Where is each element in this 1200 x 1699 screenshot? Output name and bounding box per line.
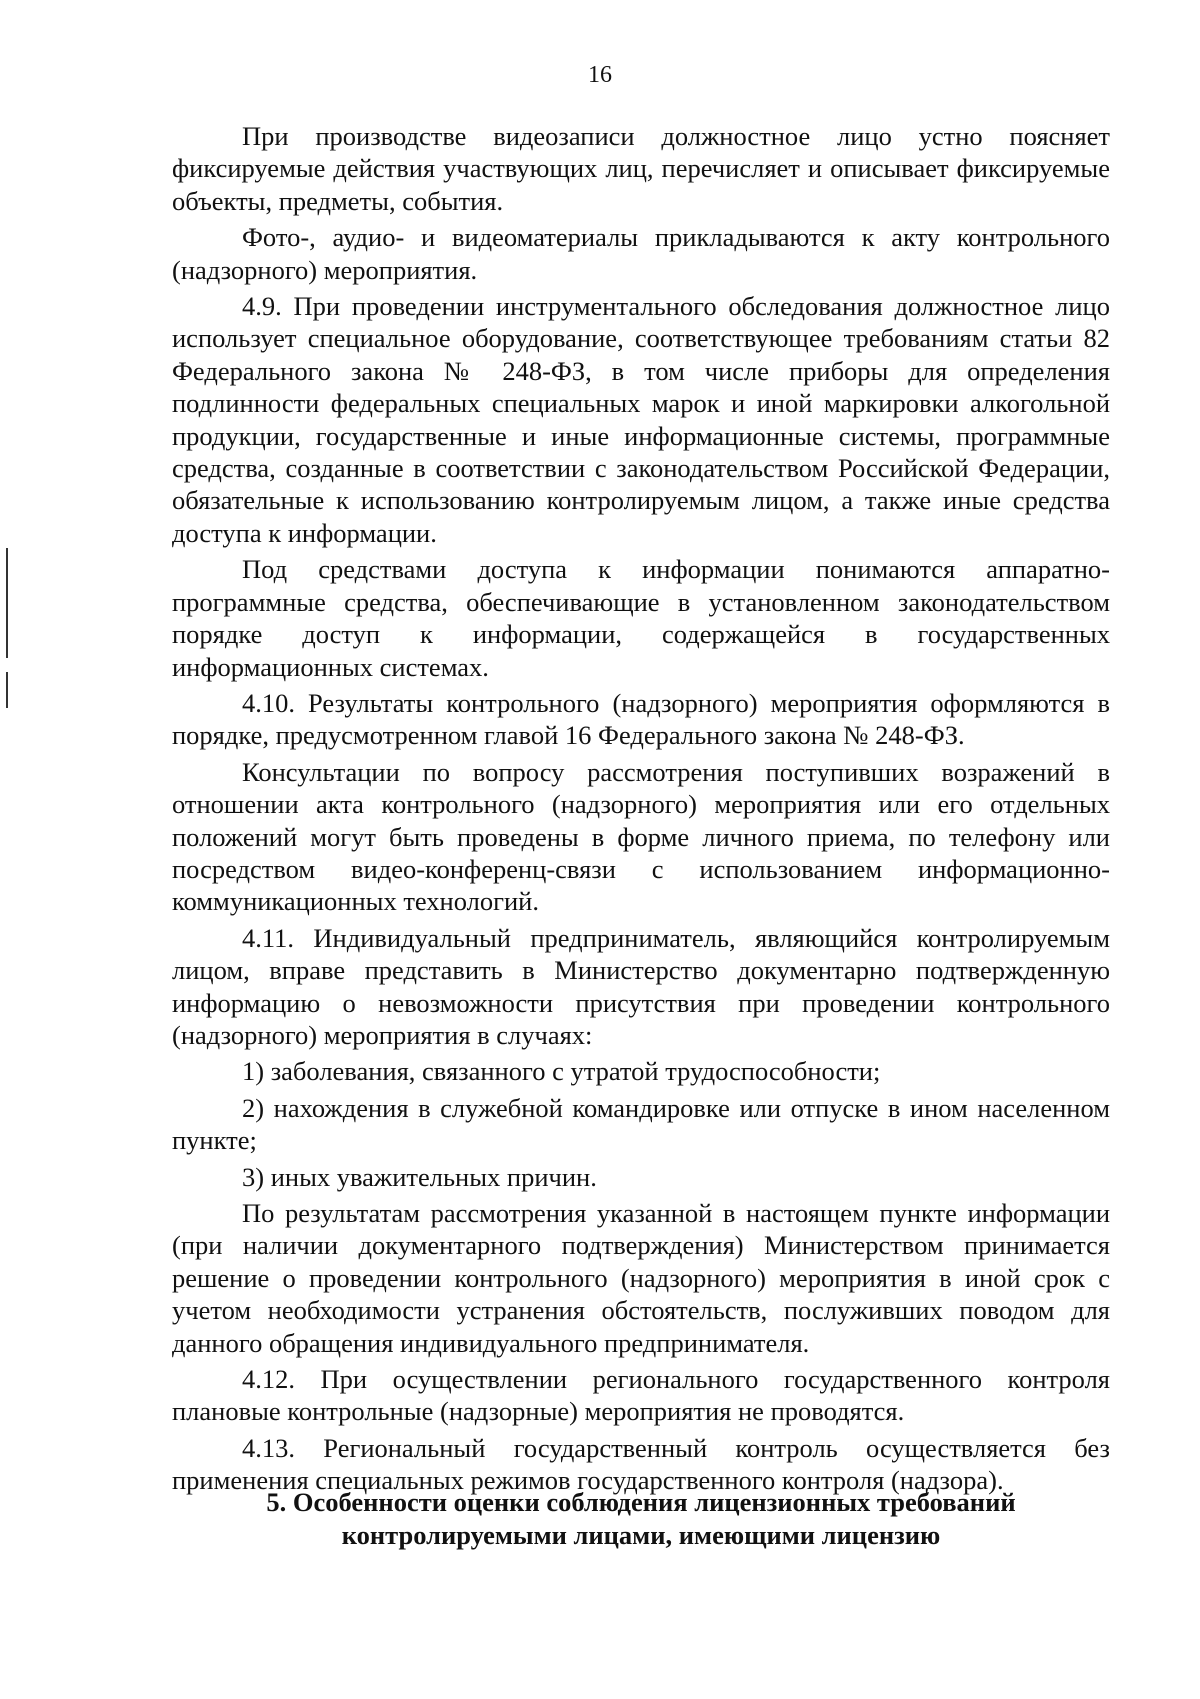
scan-margin-mark: [6, 548, 8, 658]
document-body: [172, 120, 1110, 1497]
list-item: 1) заболевания, связанного с утратой трудоспособности;: [242, 1056, 881, 1087]
paragraph: Под средствами доступа к информации понимаются аппаратно-программные средства, обеспечивающие в установленном законодательством порядке доступ к информации, содержащейся в государственных информационных системах.: [172, 554, 1110, 682]
page-number: 16: [588, 62, 612, 88]
paragraph: При производстве видеозаписи должностное лицо устно поясняет фиксируемые действия участвующих лиц, перечисляет и описывает фиксируемые объекты, предметы, события.: [172, 121, 1110, 216]
paragraph: 4.11. Индивидуальный предприниматель, являющийся контролируемым лицом, вправе представить в Министерство документарно подтвержденную информацию о невозможности присутствия при проведении контрольного (надзорного) мероприятия в случаях:: [172, 922, 1110, 1050]
section-heading: [172, 1486, 1110, 1552]
list-item: 2) нахождения в служебной командировке или отпуске в ином населенном пункте;: [172, 1092, 1110, 1156]
section-heading-line: 5. Особенности оценки соблюдения лицензионных требований: [266, 1487, 1016, 1517]
paragraph: По результатам рассмотрения указанной в настоящем пункте информации (при наличии документарного подтверждения) Министерством принимается решение о проведении контрольного (надзорного) мероприятия в иной срок с учетом необходимости устранения обстоятельств, послуживших поводом для данного обращения индивидуального предпринимателя.: [172, 1198, 1110, 1358]
paragraph: 4.13. Региональный государственный контроль осуществляется без применения специальных режимов государственного контроля (надзора).: [172, 1432, 1110, 1496]
paragraph: 4.10. Результаты контрольного (надзорного) мероприятия оформляются в порядке, предусмотренном главой 16 Федерального закона № 248-ФЗ.: [172, 687, 1110, 751]
paragraph: Консультации по вопросу рассмотрения поступивших возражений в отношении акта контрольного (надзорного) мероприятия или его отдельных положений могут быть проведены в форме личного приема, по телефону или посредством видео-конференц-связи с использованием информационно-коммуникационных технологий.: [172, 756, 1110, 917]
list-item: 3) иных уважительных причин.: [242, 1161, 597, 1192]
section-heading-line: контролируемыми лицами, имеющими лицензию: [341, 1520, 941, 1550]
paragraph: 4.9. При проведении инструментального обследования должностное лицо использует специальное оборудование, соответствующее требованиям статьи 82 Федерального закона № 248-ФЗ, в том числе приборы для определения подлинности федеральных специальных марок и иной маркировки алкогольной продукции, государственные и иные информационные системы, программные средства, созданные в соответствии с законодательством Российской Федерации, обязательные к использованию контролируемым лицом, а также иные средства доступа к информации.: [172, 291, 1110, 548]
paragraph: 4.12. При осуществлении регионального государственного контроля плановые контрольные (надзорные) мероприятия не проводятся.: [172, 1364, 1110, 1427]
scan-margin-mark: [6, 672, 8, 708]
paragraph: Фото-, аудио- и видеоматериалы прикладываются к акту контрольного (надзорного) мероприятия.: [172, 222, 1110, 285]
